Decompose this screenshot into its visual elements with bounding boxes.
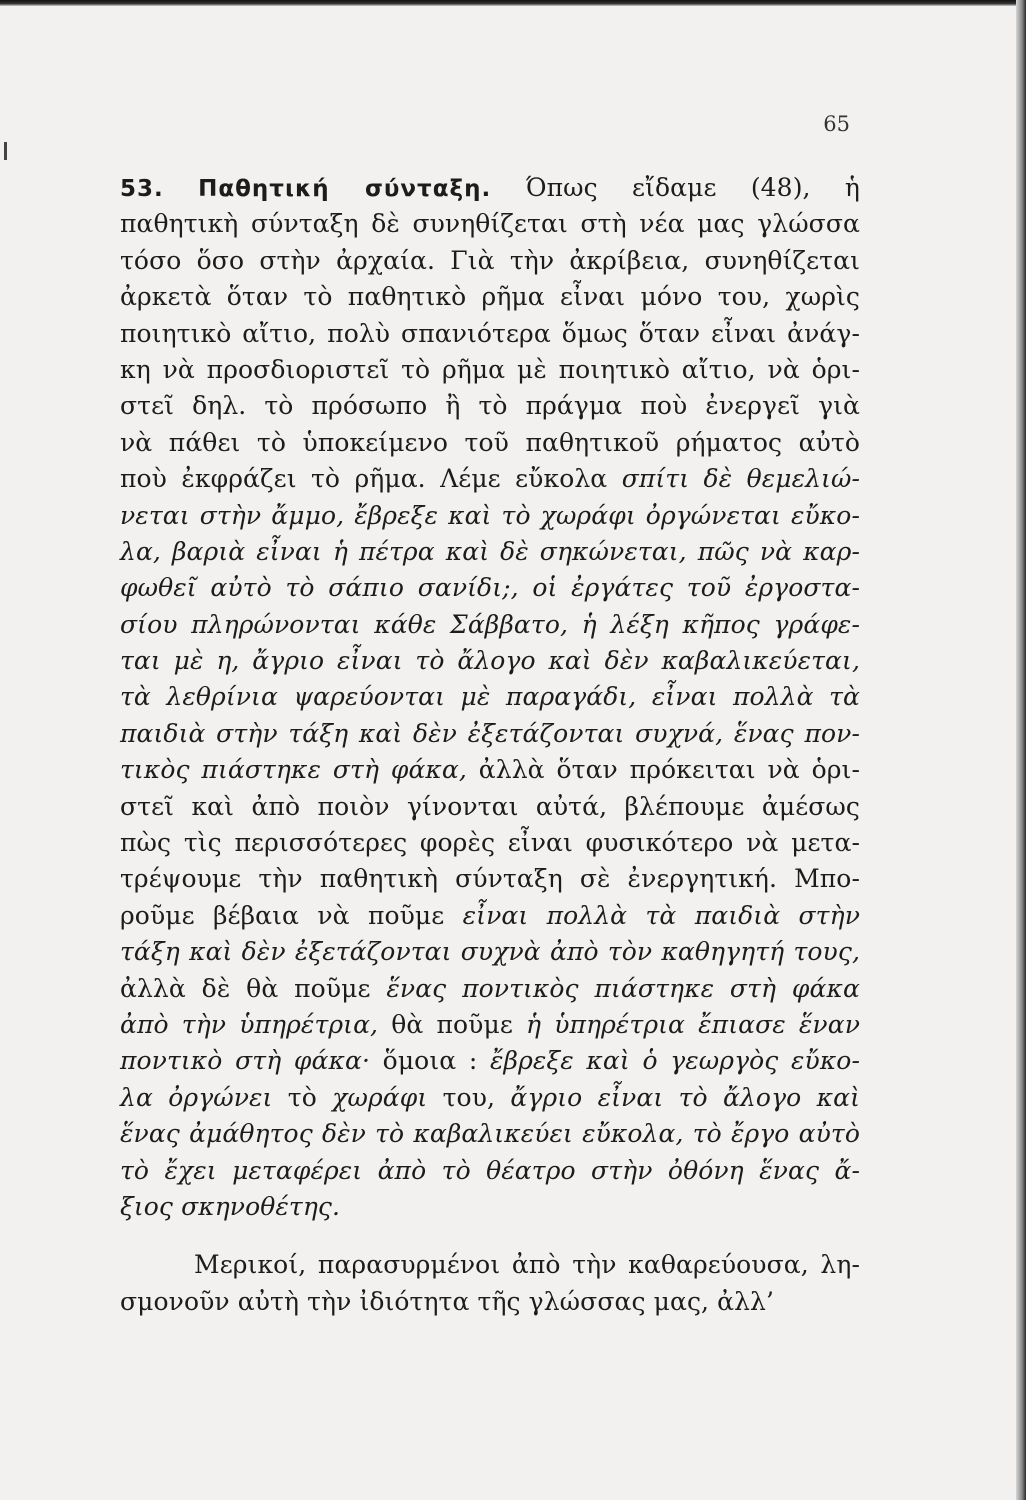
text-line [120, 1284, 860, 1320]
line-text: ἀλλὰ ὅταν πρόκειται νὰ ὁρι- [466, 755, 860, 785]
section-53 [120, 170, 860, 1225]
italic-example-text: χωράφι [332, 1082, 428, 1112]
text-line [120, 316, 860, 352]
text-line [120, 934, 860, 970]
line-text: στεῖ καὶ ἀπὸ ποιὸν γίνονται αὐτά, βλέπουμε ἀμέσως [120, 791, 860, 821]
text-line [120, 170, 860, 206]
text-line [120, 425, 860, 461]
italic-example-text: τὸ ἔχει μεταφέρει ἀπὸ τὸ θέατρο στὴν ὀθόνη ἕνας ἄ- [120, 1155, 860, 1185]
text-line [120, 898, 860, 934]
italic-example-text: ποντικὸ στὴ φάκα· [120, 1046, 371, 1076]
line-text: ἀρκετὰ ὅταν τὸ παθητικὸ ρῆμα εἶναι μόνο του, χωρὶς [120, 282, 860, 312]
italic-example-text: λα ὀργώνει [120, 1082, 273, 1112]
italic-example-text: σίου πληρώνονται κάθε Σάββατο, ἡ λέξη κῆπος γράφε- [120, 609, 860, 639]
text-line [120, 498, 860, 534]
line-text: ποιητικὸ αἴτιο, πολὺ σπανιότερα ὅμως ὅταν εἶναι ἀνάγ- [120, 318, 860, 348]
paragraph-2 [120, 1247, 860, 1320]
italic-example-text: σπίτι δὲ θεμελιώ- [621, 464, 860, 494]
italic-example-text: παιδιὰ στὴν τάξη καὶ δὲν ἐξετάζονται συχνά, ἕνας πον- [120, 718, 860, 748]
text-line [120, 752, 860, 788]
text-line [120, 388, 860, 424]
line-text: τρέψουμε τὴν παθητικὴ σύνταξη σὲ ἐνεργητική. Μπο- [120, 864, 860, 894]
italic-example-text: ξιος σκηνοθέτης. [120, 1191, 341, 1221]
line-text: τόσο ὅσο στὴν ἀρχαία. Γιὰ τὴν ἀκρίβεια, συνηθίζεται [120, 245, 860, 275]
italic-example-text: τικὸς πιάστηκε στὴ φάκα, [120, 755, 467, 785]
line-text: στεῖ δηλ. τὸ πρόσωπο ἢ τὸ πράγμα ποὺ ἐνεργεῖ γιὰ [120, 391, 860, 421]
line-text: πὼς τὶς περισσότερες φορὲς εἶναι φυσικότερο νὰ μετα- [120, 828, 860, 858]
line-text: ὅμοια : [370, 1046, 491, 1076]
text-line [120, 789, 860, 825]
line-text: ποὺ ἐκφράζει τὸ ρῆμα. Λέμε εὔκολα [120, 464, 622, 494]
italic-example-text: ἔβρεξε καὶ ὁ γεωργὸς εὔκο- [490, 1046, 861, 1076]
section-number: 53. [120, 176, 164, 202]
italic-example-text: ἀπὸ τὴν ὑπηρέτρια, [120, 1009, 379, 1039]
italic-example-text: ἡ ὑπηρέτρια ἔπιασε ἕναν [526, 1009, 860, 1039]
text-line [120, 570, 860, 606]
scan-top-edge [0, 0, 1026, 6]
text-line [120, 243, 860, 279]
text-line [120, 1116, 860, 1152]
section-title: Παθητική σύνταξη. [198, 176, 492, 202]
italic-example-text: τάξη καὶ δὲν ἐξετάζονται συχνὰ ἀπὸ τὸν καθηγητή τους, [120, 937, 860, 967]
line-text: τὸ [272, 1082, 333, 1112]
line-text: νὰ πάθει τὸ ὑποκείμενο τοῦ παθητικοῦ ρήματος αὐτὸ [120, 427, 860, 457]
italic-example-text: εἶναι πολλὰ τὰ παιδιὰ στὴν [462, 900, 860, 930]
text-line [120, 1189, 860, 1225]
page-body [120, 170, 860, 1320]
text-line [120, 971, 860, 1007]
page-number: 65 [823, 112, 850, 136]
text-line [120, 1043, 860, 1079]
line-text: του, [427, 1082, 511, 1112]
scan-right-edge [1016, 0, 1026, 1500]
text-line [120, 861, 860, 897]
italic-example-text: νεται στὴν ἄμμο, ἔβρεξε καὶ τὸ χωράφι ὀργώνεται εὔκο- [120, 500, 860, 530]
italic-example-text: τὰ λεθρίνια ψαρεύονται μὲ παραγάδι, εἶναι πολλὰ τὰ [120, 682, 860, 712]
line-text: παθητικὴ σύνταξη δὲ συνηθίζεται στὴ νέα μας γλώσσα [120, 209, 860, 239]
text-line [120, 679, 860, 715]
line-text: Μερικοί, παρασυρμένοι ἀπὸ τὴν καθαρεύουσα, λη- [194, 1250, 860, 1280]
text-line [120, 607, 860, 643]
paragraph-gap [120, 1225, 860, 1247]
text-line [120, 1153, 860, 1189]
text-line [120, 1007, 860, 1043]
italic-example-text: ται μὲ η, ἄγριο εἶναι τὸ ἄλογο καὶ δὲν καβαλικεύεται, [120, 646, 860, 676]
text-line [120, 461, 860, 497]
text-line [120, 825, 860, 861]
line-text: ροῦμε βέβαια νὰ ποῦμε [120, 900, 463, 930]
scan-left-mark [4, 142, 7, 160]
line-text: σμονοῦν αὐτὴ τὴν ἰδιότητα τῆς γλώσσας μας, ἀλλ’ [120, 1286, 775, 1316]
text-line [120, 716, 860, 752]
italic-example-text: ἄγριο εἶναι τὸ ἄλογο καὶ [510, 1082, 860, 1112]
line-text: ἀλλὰ δὲ θὰ ποῦμε [120, 973, 387, 1003]
italic-example-text: ἕνας ποντικὸς πιάστηκε στὴ φάκα [386, 973, 860, 1003]
line-text: Όπως εἴδαμε (48), ἡ [491, 173, 860, 202]
text-line [120, 352, 860, 388]
text-line [120, 279, 860, 315]
text-line [120, 206, 860, 242]
text-line [120, 643, 860, 679]
text-line [120, 534, 860, 570]
italic-example-text: ἕνας ἀμάθητος δὲν τὸ καβαλικεύει εὔκολα, τὸ ἔργο αὐτὸ [120, 1119, 860, 1149]
line-text: κη νὰ προσδιοριστεῖ τὸ ρῆμα μὲ ποιητικὸ αἴτιο, νὰ ὁρι- [120, 354, 860, 384]
text-line [120, 1080, 860, 1116]
text-line [120, 1247, 860, 1283]
line-text: θὰ ποῦμε [378, 1009, 526, 1039]
italic-example-text: φωθεῖ αὐτὸ τὸ σάπιο σανίδι;, οἱ ἐργάτες τοῦ ἐργοστα- [120, 573, 860, 603]
italic-example-text: λα, βαριὰ εἶναι ἡ πέτρα καὶ δὲ σηκώνεται, πῶς νὰ καρ- [120, 536, 860, 566]
